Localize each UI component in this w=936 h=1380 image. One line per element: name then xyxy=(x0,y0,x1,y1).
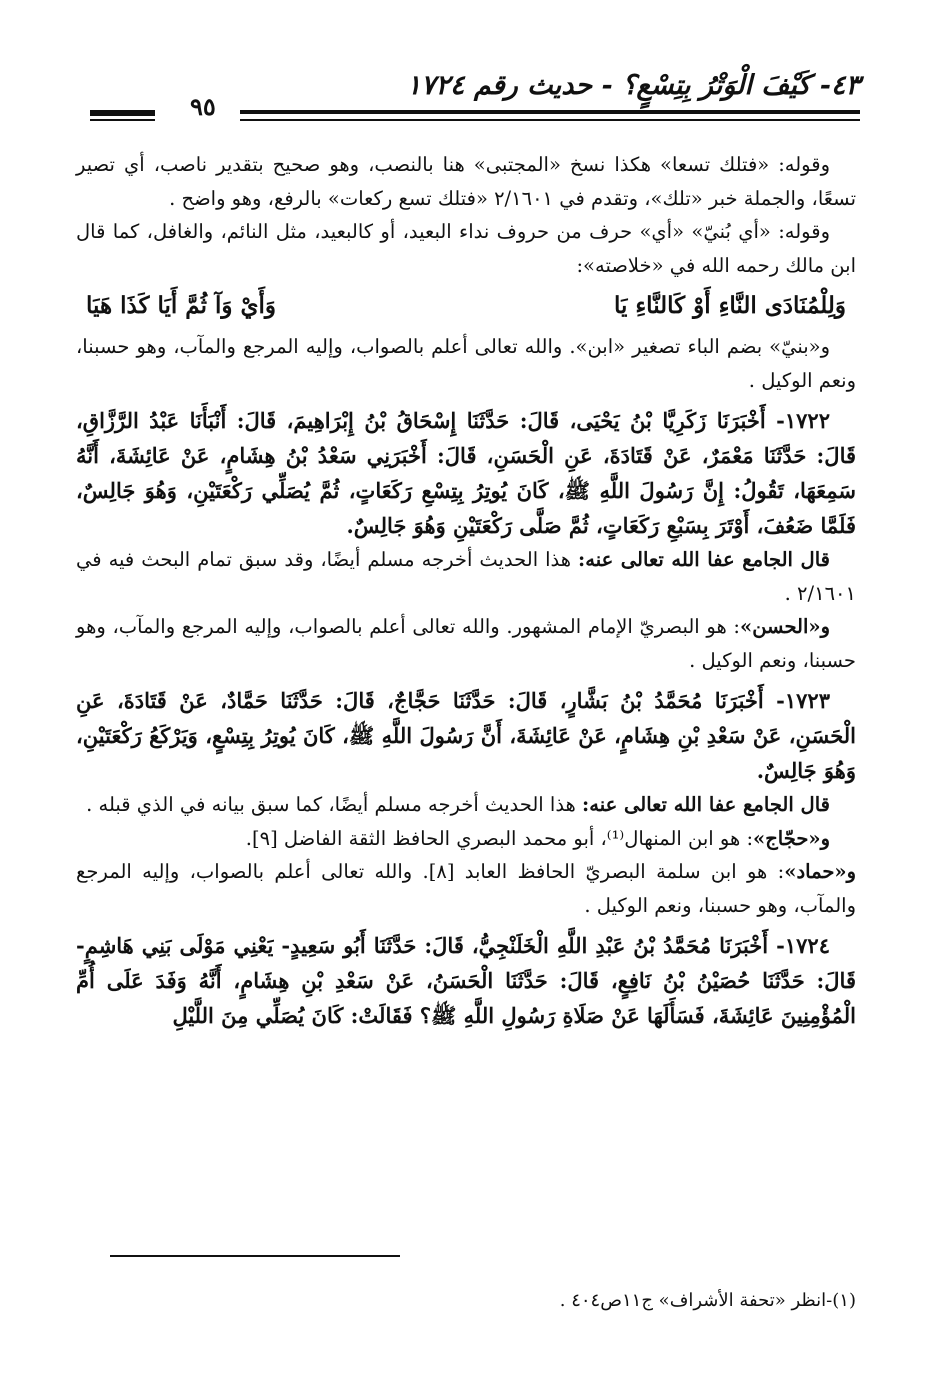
hadith-text: ١٧٢٤- أَخْبَرَنَا مُحَمَّدُ بْنُ عَبْدِ اللَّهِ الْخَلَنْجِيُّ، قَالَ: حَدَّثَنَا أَبُو سَعِيدٍ- يَعْنِي مَوْلَى بَنِي هَاشِمٍ- قَالَ: حَدَّثَنَا حُصَيْنُ بْنُ نَافِعٍ، قَالَ: حَدَّثَنَا الْحَسَنُ، عَنْ سَعْدِ بْنِ هِشَامٍ، أَنَّهُ وَفَدَ عَلَى أُمِّ الْمُؤْمِنِينَ عَائِشَةَ، فَسَأَلَهَا عَنْ صَلَاةِ رَسُولِ اللَّهِ ﷺ؟ فَقَالَتْ: كَانَ يُصَلِّي مِنَ اللَّيْلِ xyxy=(76,933,856,1028)
header-rule-long xyxy=(240,110,860,114)
commentary-paragraph xyxy=(76,610,856,677)
commentary-lead: و«حجّاج» xyxy=(753,826,830,850)
commentary-text: : هو ابن سلمة البصريّ الحافظ العابد [٨]. والله تعالى أعلم بالصواب، وإليه المرجع والمآب، وهو حسبنا، ونعم الوكيل . xyxy=(76,860,856,917)
poem-verse xyxy=(76,284,856,328)
commentary-paragraph xyxy=(76,822,856,856)
page-header xyxy=(90,70,860,130)
commentary-paragraph: وقوله: «فتلك تسعا» هكذا نسخ «المجتبى» هنا بالنصب، وهو صحيح بتقدير ناصب، أي تصير تسعًا، والجملة خبر «تلك»، وتقدم في ٢/١٦٠١ «فتلك تسع ركعات» بالرفع، وهو واضح . xyxy=(76,153,856,210)
header-rule-short-thin xyxy=(90,119,155,121)
commentary-paragraph: وقوله: «أي بُنيّ» «أي» حرف من حروف نداء البعيد، أو كالبعيد، مثل النائم، والغافل، كما قال ابن مالك رحمه الله في «خلاصته»: xyxy=(76,220,856,277)
commentary-lead: و«الحسن» xyxy=(740,615,830,638)
hadith-1724 xyxy=(76,928,856,1033)
page-number: ٩٥ xyxy=(190,92,216,121)
commentary-lead: و«حماد» xyxy=(784,860,856,883)
commentary-text: : هو البصريّ الإمام المشهور. والله تعالى أعلم بالصواب، وإليه المرجع والمآب، وهو حسبنا، ونعم الوكيل . xyxy=(76,615,856,672)
chapter-heading: ٤٣- كَيْفَ الْوَتْرُ بِتِسْعٍ؟ - حديث رقم ١٧٢٤ xyxy=(406,70,860,101)
commentary-paragraph xyxy=(76,543,856,610)
commentary-paragraph xyxy=(76,855,856,922)
footnote-separator xyxy=(110,1255,400,1257)
commentary-lead: قال الجامع عفا الله تعالى عنه: xyxy=(582,793,830,816)
header-rule-short xyxy=(90,110,155,116)
footnote: (١)-انظر «تحفة الأشراف» ج١١ص٤٠٤ . xyxy=(559,1290,856,1311)
commentary-paragraph xyxy=(76,788,856,822)
hadith-text: ١٧٢٢- أَخْبَرَنَا زَكَرِيَّا بْنُ يَحْيَى، قَالَ: حَدَّثَنَا إِسْحَاقُ بْنُ إِبْرَاهِيمَ، قَالَ: أَنْبَأَنَا عَبْدُ الرَّزَّاقِ، قَالَ: حَدَّثَنَا مَعْمَرٌ، عَنْ قَتَادَةَ، عَنِ الْحَسَنِ، قَالَ: أَخْبَرَنِي سَعْدُ بْنُ هِشَامٍ، عَنْ عَائِشَةَ، أَنَّهُ سَمِعَهَا، تَقُولُ: إِنَّ رَسُولَ اللَّهِ ﷺ، كَانَ يُوتِرُ بِتِسْعِ رَكَعَاتٍ، ثُمَّ يُصَلِّي رَكْعَتَيْنِ، وَهُوَ جَالِسٌ، فَلَمَّا ضَعُفَ، أَوْتَرَ بِسَبْعِ رَكَعَاتٍ، ثُمَّ صَلَّى رَكْعَتَيْنِ وَهُوَ جَالِسٌ. xyxy=(76,408,857,538)
poem-second-hemistich: وَأَيْ وَآ ثُمَّ أَيَا كَذَا هَيَا xyxy=(86,292,277,319)
commentary-lead: قال الجامع عفا الله تعالى عنه: xyxy=(578,548,830,571)
header-rule-long-thin xyxy=(240,119,860,121)
commentary-paragraph: و«بنيّ» بضم الباء تصغير «ابن». والله تعالى أعلم بالصواب، وإليه المرجع والمآب، وهو حسبنا، ونعم الوكيل . xyxy=(76,335,856,392)
hadith-1723 xyxy=(76,683,856,788)
hadith-text: ١٧٢٣- أَخْبَرَنَا مُحَمَّدُ بْنُ بَشَّارٍ، قَالَ: حَدَّثَنَا حَجَّاجٌ، قَالَ: حَدَّثَنَا حَمَّادٌ، عَنْ قَتَادَةَ، عَنِ الْحَسَنِ، عَنْ سَعْدِ بْنِ هِشَامٍ، عَنْ عَائِشَةَ، أَنَّ رَسُولَ اللَّهِ ﷺ، كَانَ يُوتِرُ بِتِسْعٍ، وَيَرْكَعُ رَكْعَتَيْنِ، وَهُوَ جَالِسٌ. xyxy=(76,688,856,783)
commentary-text: : هو ابن المنهال⁽¹⁾، أبو محمد البصري الحافظ الثقة الفاضل [٩]. xyxy=(245,826,754,850)
page-body xyxy=(76,148,856,1033)
commentary-text: هذا الحديث أخرجه مسلم أيضًا، كما سبق بيانه في الذي قبله . xyxy=(86,793,583,816)
commentary-text: هذا الحديث أخرجه مسلم أيضًا، وقد سبق تمام البحث فيه في ٢/١٦٠١ . xyxy=(76,548,856,605)
poem-first-hemistich: وَلِلْمُنَادَى النَّاءِ أَوْ كَالنَّاءِ يَا xyxy=(613,292,846,319)
hadith-1722 xyxy=(76,403,856,543)
